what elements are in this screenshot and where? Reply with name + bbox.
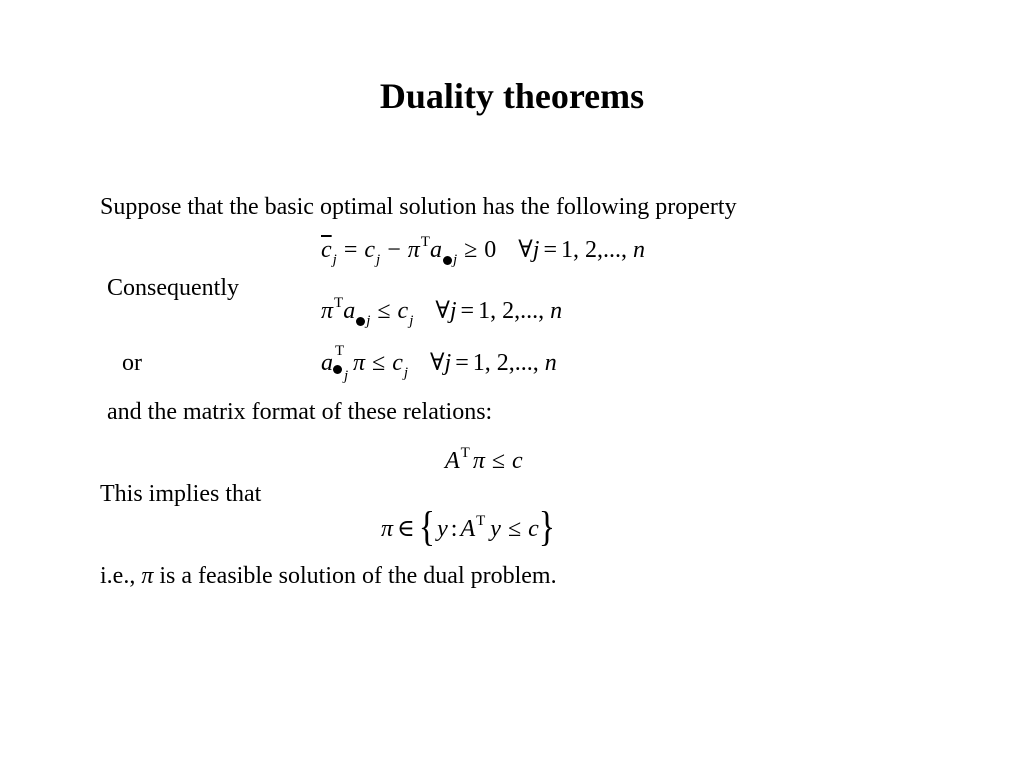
subscript-j: j bbox=[409, 313, 414, 329]
equals-sign: = bbox=[543, 237, 557, 263]
transpose-superscript: T bbox=[335, 343, 345, 359]
n-symbol: n bbox=[633, 237, 645, 263]
transpose-superscript: T bbox=[476, 513, 486, 529]
y-symbol: y bbox=[490, 516, 501, 542]
conclusion-suffix: is a feasible solution of the dual problem. bbox=[153, 563, 557, 589]
transpose-column-index bbox=[333, 343, 353, 384]
column-bullet-icon bbox=[356, 317, 365, 326]
leq-sign: ≤ bbox=[491, 448, 506, 474]
right-brace: } bbox=[538, 504, 556, 551]
leq-sign: ≤ bbox=[372, 350, 386, 376]
pi-symbol: π bbox=[141, 563, 154, 589]
transpose-superscript: T bbox=[334, 295, 344, 311]
c-symbol: c bbox=[364, 237, 376, 263]
subscript-j: j bbox=[376, 252, 381, 268]
j-symbol: j bbox=[444, 350, 452, 376]
conclusion-text bbox=[100, 561, 557, 591]
subscript-j: j bbox=[366, 313, 371, 329]
n-symbol: n bbox=[544, 350, 557, 376]
a-symbol: a bbox=[429, 237, 442, 263]
minus-sign: − bbox=[387, 237, 401, 263]
index-range: 1, 2,..., bbox=[561, 237, 633, 263]
or-text: or bbox=[122, 350, 142, 376]
equals-sign: = bbox=[460, 298, 475, 324]
transpose-superscript: T bbox=[460, 445, 470, 461]
column-bullet-icon bbox=[443, 256, 452, 265]
subscript-j: j bbox=[344, 368, 349, 384]
equals-sign: = bbox=[343, 237, 358, 263]
dual-constraint-equation bbox=[321, 296, 562, 329]
element-of-sign: ∈ bbox=[397, 516, 415, 542]
j-symbol: j bbox=[532, 237, 540, 263]
subscript-j: j bbox=[403, 365, 409, 381]
geq-sign: ≥ bbox=[464, 237, 478, 263]
a-symbol: a bbox=[321, 350, 333, 376]
leq-sign: ≤ bbox=[377, 298, 391, 324]
forall-symbol: ∀ bbox=[435, 298, 450, 324]
matrix-intro-text: and the matrix format of these relations: bbox=[107, 399, 493, 425]
forall-symbol: ∀ bbox=[518, 237, 533, 263]
slide-title: Duality theorems bbox=[379, 76, 645, 116]
a-symbol: a bbox=[343, 298, 356, 324]
forall-symbol: ∀ bbox=[430, 350, 445, 376]
pi-symbol: π bbox=[381, 516, 394, 542]
feasible-set-equation bbox=[381, 504, 556, 551]
n-symbol: n bbox=[550, 298, 563, 324]
intro-text: Suppose that the basic optimal solution has the following property bbox=[100, 194, 737, 220]
left-brace: { bbox=[418, 504, 436, 551]
consequently-text: Consequently bbox=[107, 275, 239, 301]
subscript-j: j bbox=[452, 252, 458, 268]
pi-symbol: π bbox=[321, 298, 334, 324]
leq-sign: ≤ bbox=[507, 516, 522, 542]
implies-text: This implies that bbox=[100, 481, 262, 507]
index-range: 1, 2,..., bbox=[478, 298, 551, 324]
y-symbol: y bbox=[437, 516, 448, 542]
A-symbol: A bbox=[460, 516, 476, 542]
transpose-superscript: T bbox=[420, 234, 430, 250]
j-symbol: j bbox=[449, 298, 457, 324]
reduced-cost-equation bbox=[321, 235, 645, 268]
conclusion-prefix: i.e., bbox=[100, 563, 142, 589]
c-symbol: c bbox=[528, 516, 539, 542]
transposed-constraint-equation bbox=[321, 343, 557, 384]
column-bullet-icon bbox=[333, 365, 342, 374]
c-symbol: c bbox=[512, 448, 523, 474]
index-range: 1, 2,..., bbox=[472, 350, 545, 376]
pi-symbol: π bbox=[353, 350, 366, 376]
colon-symbol: : bbox=[450, 516, 458, 542]
c-bar-symbol: $\overline{c}$ bbox=[321, 237, 332, 263]
zero-value: 0 bbox=[484, 237, 497, 263]
pi-symbol: π bbox=[472, 448, 485, 474]
equals-sign: = bbox=[455, 350, 469, 376]
A-symbol: A bbox=[445, 448, 460, 474]
c-symbol: c bbox=[397, 298, 409, 324]
c-symbol: c bbox=[392, 350, 403, 376]
matrix-constraint-equation bbox=[445, 446, 523, 479]
pi-symbol: π bbox=[407, 237, 420, 263]
subscript-j: j bbox=[332, 252, 337, 268]
